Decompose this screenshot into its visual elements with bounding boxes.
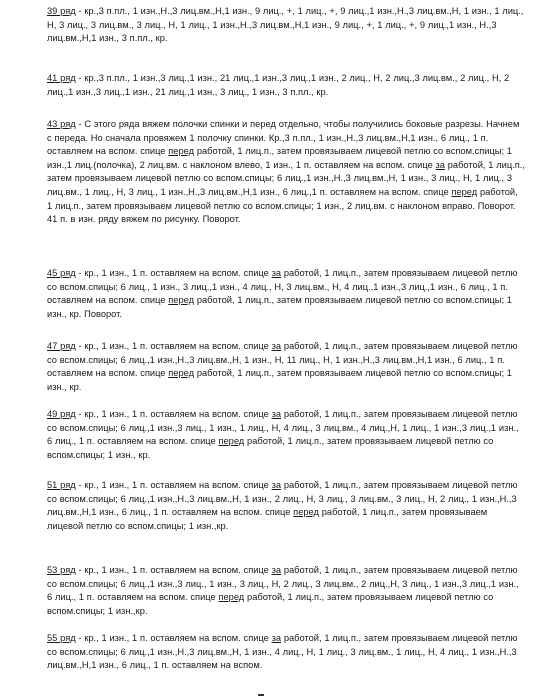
underlined-keyword: за [271,341,282,351]
row-label: 41 ряд [47,73,76,83]
underlined-keyword: перед [168,368,195,379]
underlined-keyword: перед [218,436,245,447]
instruction-text: - кр., 1 изн., 1 п. оставляем на вспом. спице [75,341,272,351]
row-paragraph-45 [47,267,525,321]
row-paragraph-43 [47,118,525,227]
instruction-text: работой, 1 лиц.п., затем провязываем лицевой петлю со вспом.спицы; 1 изн.,кр. [47,592,494,616]
row-paragraph-53 [47,564,525,618]
instruction-text: работой, 1 лиц.п., затем провязываем лицевой петлю со вспом.спицы; 1 изн.,кр. [47,507,488,531]
row-paragraph-49 [47,408,525,462]
row-paragraph-39 [47,5,525,46]
instruction-text: - кр., 1 изн., 1 п. оставляем на вспом. спице [75,480,272,490]
underlined-keyword: за [435,159,445,170]
row-label: 55 ряд [47,633,76,643]
instruction-text: - кр., 1 изн., 1 п. оставляем на вспом. спице [75,268,272,278]
row-paragraph-51 [47,479,525,533]
underlined-keyword: перед [168,146,195,157]
underlined-keyword: за [271,480,282,490]
instruction-text: работой, 1 лиц.п., затем провязываем лицевой петлю со вспом.спицы; 6 лиц.,1 изн.,Н.,3 лиц.вм.,Н, 1 изн., 2 лиц., Н, 3 лиц., 3 лиц.вм., 3 лиц., Н, 2 лиц., 1 изн.,Н.,3 лиц.вм.,Н,1 изн., 6 лиц., 1 п. оставляем на вспом. спице [47,480,518,518]
instruction-text: работой, 1 лиц.п., затем провязываем лицевой петлю со вспом.спицы; 1 изн., кр. Поворот. [47,295,512,319]
row-label: 51 ряд [47,480,76,490]
instruction-text: - кр.,3 п.пл., 1 изн.,Н.,3 лиц.вм.,Н,1 изн., 9 лиц., +, 1 лиц., +, 9 лиц.,1 изн.,Н.,3 лиц.вм.,Н, 1 изн., 1 лиц., Н, 3 лиц., 3 лиц.вм., 3 лиц., Н, 1 лиц., 1 изн.,Н.,3 лиц.вм.,Н,1 изн., 9 лиц., +, 1 лиц., +, 9 лиц.,1 изн., Н.,3 лиц.вм.,Н,1 изн., 3 п.пл., кр. [47,6,524,44]
page-break-mark [258,694,264,696]
row-paragraph-41 [47,72,525,99]
instruction-text: работой, 1 лиц.п., затем провязываем лицевой петлю со вспом.спицы; 6 лиц., 1 изн., 3 лиц.,1 изн., 4 лиц., Н, 3 лиц.вм., Н, 4 лиц.,1 изн.,3 лиц.,1 изн., 6 лиц., 1 п. оставляем на вспом. спице [47,268,518,306]
underlined-keyword: перед [218,592,245,603]
instruction-text: - кр., 1 изн., 1 п. оставляем на вспом. спице [75,633,272,643]
instruction-text: - кр.,3 п.пл., 1 изн.,3 лиц.,1 изн., 21 лиц.,1 изн.,3 лиц.,1 изн., 2 лиц., Н, 2 лиц.,3 лиц.вм., 2 лиц., Н, 2 лиц.,1 изн.,3 лиц.,1 изн., 21 лиц.,1 изн., 3 лиц., 1 изн., 3 п.пл., кр. [47,73,510,97]
instruction-text: - кр., 1 изн., 1 п. оставляем на вспом. спице [75,409,272,419]
instruction-text: работой, 1 лиц.п., затем провязываем лицевой петлю со вспом.спицы; 6 лиц.,1 изн.,Н.,3 лиц.вм.,Н, 1 изн., Н, 11 лиц., Н, 1 изн.,Н.,3 лиц.вм.,Н,1 изн., 6 лиц., 1 п. оставляем на вспом. спице [47,341,518,379]
underlined-keyword: за [271,268,282,278]
row-paragraph-47 [47,340,525,394]
row-paragraph-55 [47,632,525,673]
row-label: 53 ряд [47,565,76,575]
instruction-text: - С этого ряда вяжем полочки спинки и перед отдельно, чтобы получились боковые разрезы. Начнем с переда. Но сначала провяжем 1 полочку спинки. Кр.,3 п.пл., 1 изн.,Н.,3 лиц.вм.,Н,1 изн., 6 лиц., 1 п. оставляем на вспом. спице [47,119,520,157]
underlined-keyword: за [271,565,282,575]
underlined-keyword: перед [168,295,195,306]
row-label: 45 ряд [47,268,76,278]
instruction-text: работой, 1 лиц.п., затем провязываем лицевой петлю со вспом.спицы; 6 лиц.,1 изн.,Н.,3 лиц.вм.,Н, 1 изн., 4 лиц., Н, 1 лиц., 3 лиц.вм., 1 лиц., Н, 4 лиц., 1 изн.,Н.,3 лиц.вм.,Н,1 изн., 6 лиц., 1 п. оставляем на вспом. [47,633,518,671]
instruction-text: работой, 1 лиц.п., затем провязываем лицевой петлю со вспом.спицы; 1 изн., кр. [47,368,512,392]
underlined-keyword: перед [451,186,478,197]
underlined-keyword: перед [293,507,319,518]
instruction-text: работой, 1 лиц.п., затем провязываем лицевой петлю со вспом.спицы; 1 изн.,1 лиц.(полочка), 2 лиц.вм. с наклоном влево, 1 изн., 1 п. оставляем на вспом. спице [47,146,512,170]
instruction-text: 41 п. в изн. ряду вяжем по рисунку. Поворот. [47,214,241,225]
instruction-text: работой, 1 лиц.п., затем провязываем лицевой петлю со вспом.спицы; 1 изн., 2 лиц.вм. с наклоном вправо. Поворот. [47,186,518,211]
row-label: 43 ряд [47,119,76,129]
instruction-text: работой, 1 лиц.п., затем провязываем лицевой петлю со вспом.спицы; 6 лиц.,1 изн.,3 лиц., 1 изн., 1 лиц., Н, 4 лиц., 3 лиц.вм., 4 лиц.,Н, 1 лиц., 1 изн.,3 лиц.,1 изн., 6 лиц., 1 п. оставляем на вспом. спице [47,409,519,447]
instruction-text: работой, 1 лиц.п., затем провязываем лицевой петлю со вспом.спицы; 1 изн., кр. [47,436,494,460]
underlined-keyword: за [271,409,282,419]
row-label: 49 ряд [47,409,76,419]
instruction-text: - кр., 1 изн., 1 п. оставляем на вспом. спице [75,565,272,575]
instruction-text: работой, 1 лиц.п., затем провязываем лицевой петлю со вспом.спицы; 6 лиц.,1 изн.,Н.,3 лиц.вм.,Н, 1 изн., 3 лиц., Н, 1 лиц., 3 лиц.вм., 1 лиц., Н, 3 лиц., 1 изн.,Н.,3 лиц.вм.,Н,1 изн., 6 лиц.,1 п. оставляем на вспом. спице [47,159,525,197]
instruction-text: работой, 1 лиц.п., затем провязываем лицевой петлю со вспом.спицы; 6 лиц.,1 изн.,3 лиц., 1 изн., 3 лиц., Н, 2 лиц., 3 лиц.вм., 2 лиц.,Н, 3 лиц., 1 изн.,3 лиц.,1 изн., 6 лиц., 1 п. оставляем на вспом. спице [47,565,519,603]
row-label: 39 ряд [47,6,76,16]
row-label: 47 ряд [47,341,76,351]
underlined-keyword: за [271,633,282,643]
